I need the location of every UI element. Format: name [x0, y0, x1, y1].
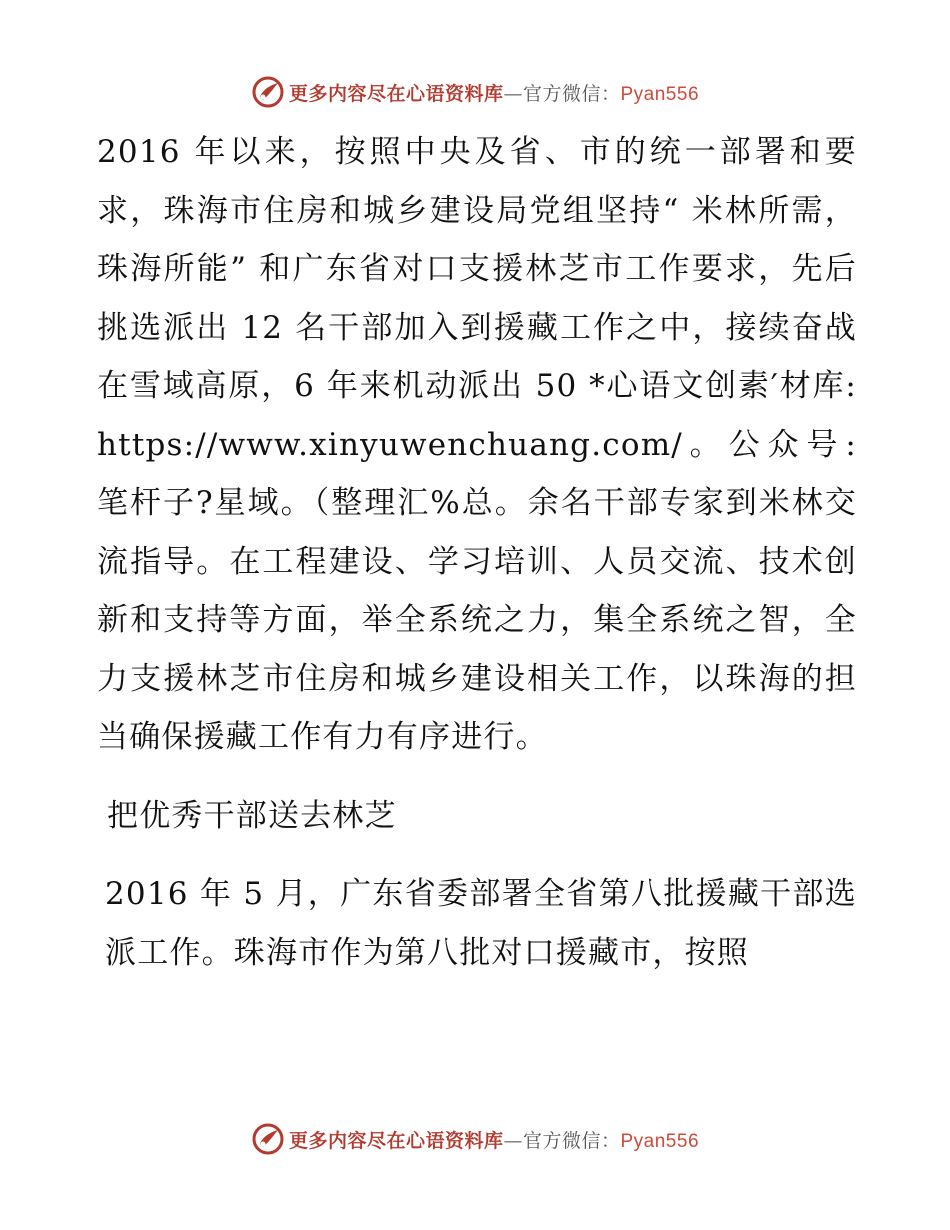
watermark-wechat-id: Pyan556 — [620, 83, 700, 105]
header-watermark-banner — [0, 72, 950, 112]
footer-watermark-banner — [0, 1119, 950, 1159]
watermark-slogan: 更多内容尽在心语资料库 — [288, 1129, 504, 1152]
watermark-wechat-label: 官方微信： — [522, 1129, 621, 1152]
paragraph-selection: 2016 年 5 月，广东省委部署全省第八批援藏干部选派工作。珠海市作为第八批对口援藏市，按照 — [105, 876, 857, 971]
section-heading: 把优秀干部送去林芝 — [107, 797, 397, 834]
watermark-wechat-id: Pyan556 — [620, 1130, 700, 1152]
brand-logo-icon — [251, 75, 285, 109]
watermark-dash: — — [503, 82, 523, 105]
watermark-dash: — — [503, 1129, 523, 1152]
brand-logo-icon — [251, 1122, 285, 1156]
watermark-wechat-label: 官方微信： — [522, 82, 621, 105]
article-body — [97, 123, 857, 982]
header-watermark-text — [289, 79, 699, 106]
paragraph-intro: 2016 年以来，按照中央及省、市的统一部署和要求，珠海市住房和城乡建设局党组坚持“ 米林所需，珠海所能” 和广东省对口支援林芝市工作要求，先后挑选派出 12 名干部加入到援藏工作之中，接续奋战在雪域高原，6 年来机动派出 50 *心语文创素′材库: https://www.xinyuwenchuang.com/。公众号: 笔杆子?星域。（整理汇%总。余名干部专家到米林交流指导。在工程建设、学习培训、人员交流、技术创新和支持等方面，举全系统之力，集全系统之智，全力支援林芝市住房和城乡建设相关工作，以珠海的担当确保援藏工作有力有序进行。 — [97, 134, 857, 755]
footer-watermark-text — [289, 1126, 699, 1153]
watermark-slogan: 更多内容尽在心语资料库 — [288, 82, 504, 105]
